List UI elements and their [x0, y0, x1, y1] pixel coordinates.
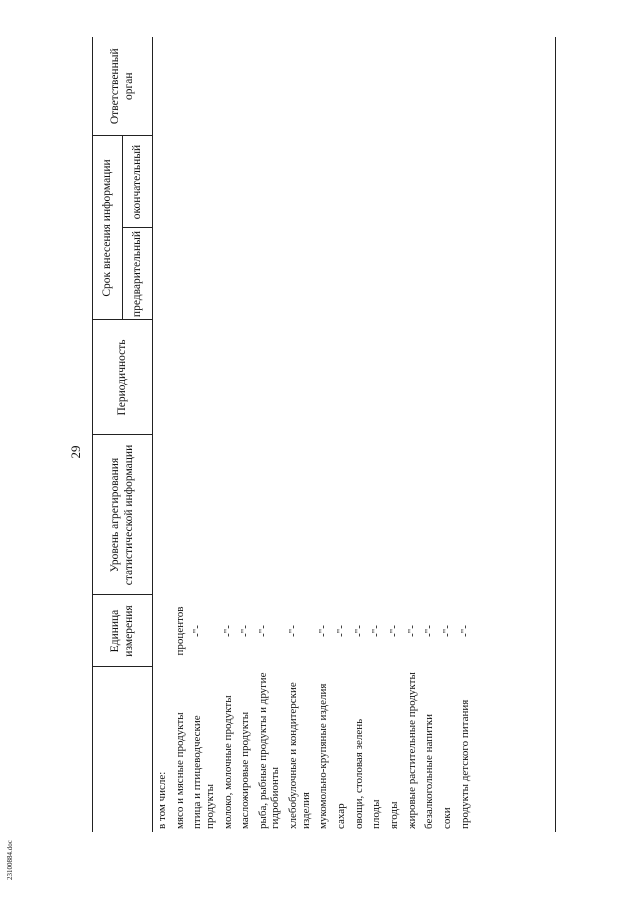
page-number: 29	[68, 445, 83, 459]
rotated-sheet	[50, 22, 590, 882]
table-row	[422, 37, 440, 832]
row-intro-label: в том числе:	[156, 771, 168, 829]
row-name: сахар	[335, 803, 348, 829]
row-name: продукты детского питания	[458, 699, 471, 829]
row-unit: -"-	[370, 625, 383, 637]
row-unit: -"-	[423, 625, 436, 637]
statistics-table	[92, 37, 475, 832]
header-aggregation-level: Уровень агрегирования статистической информации	[93, 435, 153, 595]
row-unit: -"-	[221, 625, 234, 637]
table-row	[352, 37, 370, 832]
row-unit: -"-	[387, 625, 400, 637]
row-unit: -"-	[256, 625, 269, 637]
row-unit: -"-	[287, 625, 300, 637]
table-bottom-rule	[555, 37, 556, 832]
row-name: жировые растительные продукты	[405, 672, 418, 829]
table-row	[440, 37, 458, 832]
table-row	[405, 37, 423, 832]
document-code: 23100884.doc	[6, 840, 14, 880]
table-row	[316, 37, 334, 832]
header-name-column	[93, 667, 153, 832]
table-row	[458, 37, 476, 832]
row-unit: -"-	[239, 625, 252, 637]
table-row	[256, 37, 286, 832]
table-row	[190, 37, 220, 832]
row-name: рыба, рыбные продукты и другие гидробионты	[256, 672, 282, 829]
row-name: овощи, столовая зелень	[352, 718, 365, 829]
row-unit: -"-	[191, 625, 204, 637]
row-name: мукомольно-крупяные изделия	[317, 683, 330, 829]
table-body	[153, 37, 476, 832]
table-row	[173, 37, 191, 832]
header-responsible-body: Ответственный орган	[93, 37, 153, 136]
table-row	[238, 37, 256, 832]
table-row	[369, 37, 387, 832]
row-unit: -"-	[317, 625, 330, 637]
header-deadline-final: окончательный	[123, 136, 153, 228]
row-name: масложировые продукты	[239, 711, 252, 829]
row-name: мясо и мясные продукты	[173, 712, 186, 829]
table-row	[387, 37, 405, 832]
row-name: плоды	[370, 799, 383, 829]
row-unit: -"-	[440, 625, 453, 637]
row-name: ягоды	[387, 801, 400, 829]
header-unit: Единица измерения	[93, 595, 153, 667]
table-row	[334, 37, 352, 832]
row-unit: процентов	[173, 606, 186, 656]
header-deadline: Срок внесения информации	[93, 136, 123, 320]
row-name: соки	[440, 807, 453, 829]
table-row	[286, 37, 316, 832]
row-name: молоко, молочные продукты	[221, 695, 234, 829]
row-unit: -"-	[405, 625, 418, 637]
header-periodicity: Периодичность	[93, 320, 153, 435]
row-unit: -"-	[458, 625, 471, 637]
row-name: безалкогольные напитки	[423, 713, 436, 829]
header-deadline-preliminary: предварительный	[123, 228, 153, 320]
table-row	[221, 37, 239, 832]
row-unit: -"-	[335, 625, 348, 637]
row-name: птица и птицеводческие продукты	[191, 715, 216, 829]
row-unit: -"-	[352, 625, 365, 637]
row-name: хлебобулочные и кондитерские изделия	[287, 682, 312, 829]
table-row-intro	[153, 37, 173, 832]
